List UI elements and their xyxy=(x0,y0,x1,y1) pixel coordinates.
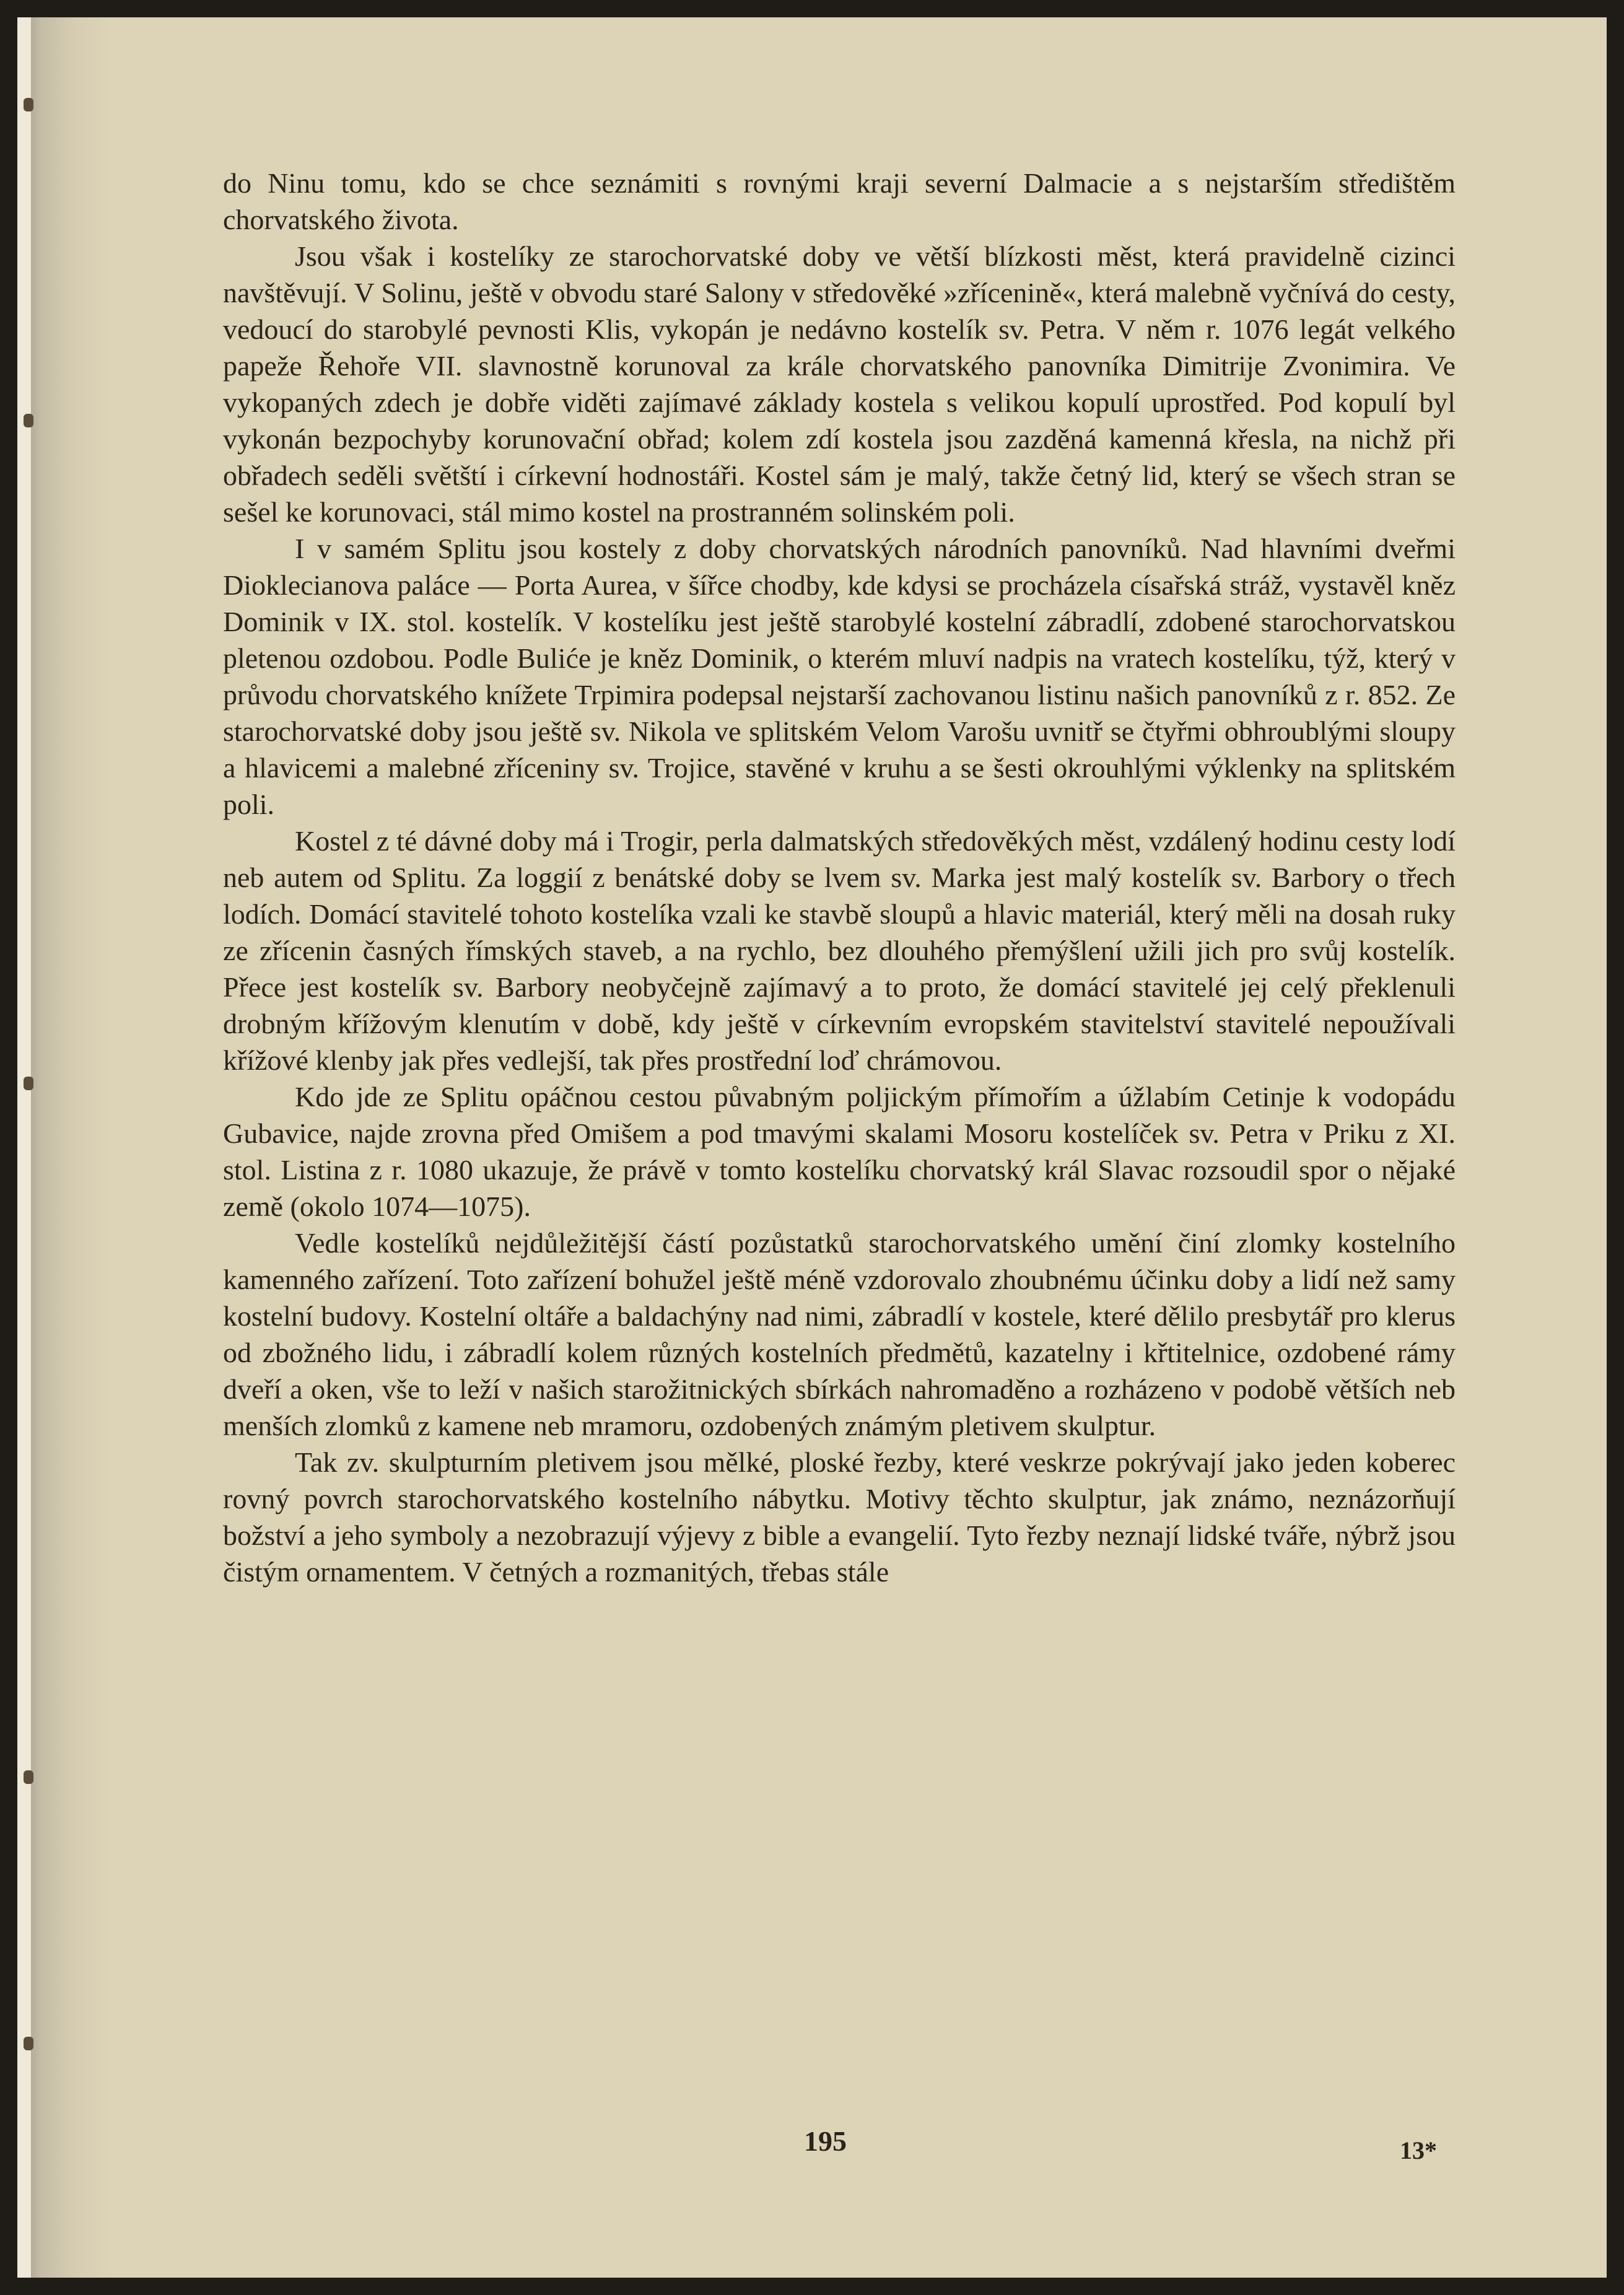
binding-thread xyxy=(24,414,33,427)
paragraph: do Ninu tomu, kdo se chce seznámiti s rovnými kraji severní Dalmacie a s nejstarším středištěm chorvatského života. xyxy=(223,167,1456,235)
binding-thread xyxy=(24,1077,33,1090)
paragraph: Vedle kostelíků nejdůležitější částí pozůstatků starochorvatského umění činí zlomky kostelního kamenného zařízení. Toto zařízení bohužel ještě méně vzdorovalo zhoubnému účinku doby a lidí než samy kostelní budovy. Kostelní oltáře a baldachýny nad nimi, zábradlí v kostele, které dělilo presbytář pro klerus od zbožného lidu, i zábradlí kolem různých kostelních předmětů, kazatelny i křtitelnice, ozdobené rámy dveří a oken, vše to leží v našich starožitnických sbírkách nahromaděno a rozházeno v podobě větších neb menších zlomků z kamene neb mramoru, ozdobených známým pletivem skulptur. xyxy=(223,1227,1456,1441)
binding-thread xyxy=(24,98,33,111)
body-text xyxy=(223,165,1456,1590)
gutter-shadow xyxy=(17,17,110,2278)
book-spine xyxy=(17,17,31,2278)
paragraph: Kostel z té dávné doby má i Trogir, perla dalmatských středověkých měst, vzdálený hodinu cesty lodí neb autem od Splitu. Za loggií z benátské doby se lvem sv. Marka jest malý kostelík sv. Barbory o třech lodích. Domácí stavitelé tohoto kostelíka vzali ke stavbě sloupů a hlavic materiál, který měli na dosah ruky ze zřícenin časných římských staveb, a na rychlo, bez dlouhého přemýšlení užili jich pro svůj kostelík. Přece jest kostelík sv. Barbory neobyčejně zajímavý a to proto, že domácí stavitelé jej celý překlenuli drobným křížovým klenutím v době, kdy ještě v církevním evropském stavitelství stavitelé nepoužívali křížové klenby jak přes vedlejší, tak přes prostřední loď chrámovou. xyxy=(223,825,1456,1076)
signature-mark: 13* xyxy=(1400,2136,1437,2164)
paragraph: Tak zv. skulpturním pletivem jsou mělké, ploské řezby, které veskrze pokrývají jako jeden koberec rovný povrch starochorvatského kostelního nábytku. Motivy těchto skulptur, jak známo, neznázorňují božství a jeho symboly a nezobrazují výjevy z bible a evangelií. Tyto řezby neznají lidské tváře, nýbrž jsou čistým ornamentem. V četných a rozmanitých, třebas stále xyxy=(223,1446,1456,1588)
page-number: 195 xyxy=(804,2125,847,2157)
scanned-page xyxy=(17,17,1607,2278)
paragraph: I v samém Splitu jsou kostely z doby chorvatských národních panovníků. Nad hlavními dveřmi Dioklecianova paláce — Porta Aurea, v šířce chodby, kde kdysi se procházela císařská stráž, vystavěl kněz Dominik v IX. stol. kostelík. V kostelíku jest ještě starobylé kostelní zábradlí, zdobené starochorvatskou pletenou ozdobou. Podle Buliće je kněz Dominik, o kterém mluví nadpis na vratech kostelíku, týž, který v průvodu chorvatského knížete Trpimira podepsal nejstarší zachovanou listinu našich panovníků z r. 852. Ze starochorvatské doby jsou ještě sv. Nikola ve splitském Velom Varošu uvnitř se čtyřmi obhroublými sloupy a hlavicemi a malebné zříceniny sv. Trojice, stavěné v kruhu a se šesti okrouhlými výklenky na splitském poli. xyxy=(223,533,1456,820)
binding-thread xyxy=(24,2037,33,2050)
paragraph: Jsou však i kostelíky ze starochorvatské doby ve větší blízkosti měst, která pravidelně cizinci navštěvují. V Solinu, ještě v obvodu staré Salony v středověké »zřícenině«, která malebně vyčnívá do cesty, vedoucí do starobylé pevnosti Klis, vykopán je nedávno kostelík sv. Petra. V něm r. 1076 legát velkého papeže Řehoře VII. slavnostně korunoval za krále chorvatského panovníka Dimitrije Zvonimira. Ve vykopaných zdech je dobře viděti zajímavé základy kostela s velikou kopulí uprostřed. Pod kopulí byl vykonán bezpochyby korunovační obřad; kolem zdí kostela jsou zazděná kamenná křesla, na nichž při obřadech seděli světští i církevní hodnostáři. Kostel sám je malý, takže četný lid, který se všech stran se sešel ke korunovaci, stál mimo kostel na prostranném solinském poli. xyxy=(223,240,1456,528)
paragraph: Kdo jde ze Splitu opáčnou cestou půvabným poljickým přímořím a úžlabím Cetinje k vodopádu Gubavice, najde zrovna před Omišem a pod tmavými skalami Mosoru kostelíček sv. Petra v Priku z XI. stol. Listina z r. 1080 ukazuje, že právě v tomto kostelíku chorvatský král Slavac rozsoudil spor o nějaké země (okolo 1074—1075). xyxy=(223,1081,1456,1222)
binding-thread xyxy=(24,1770,33,1784)
